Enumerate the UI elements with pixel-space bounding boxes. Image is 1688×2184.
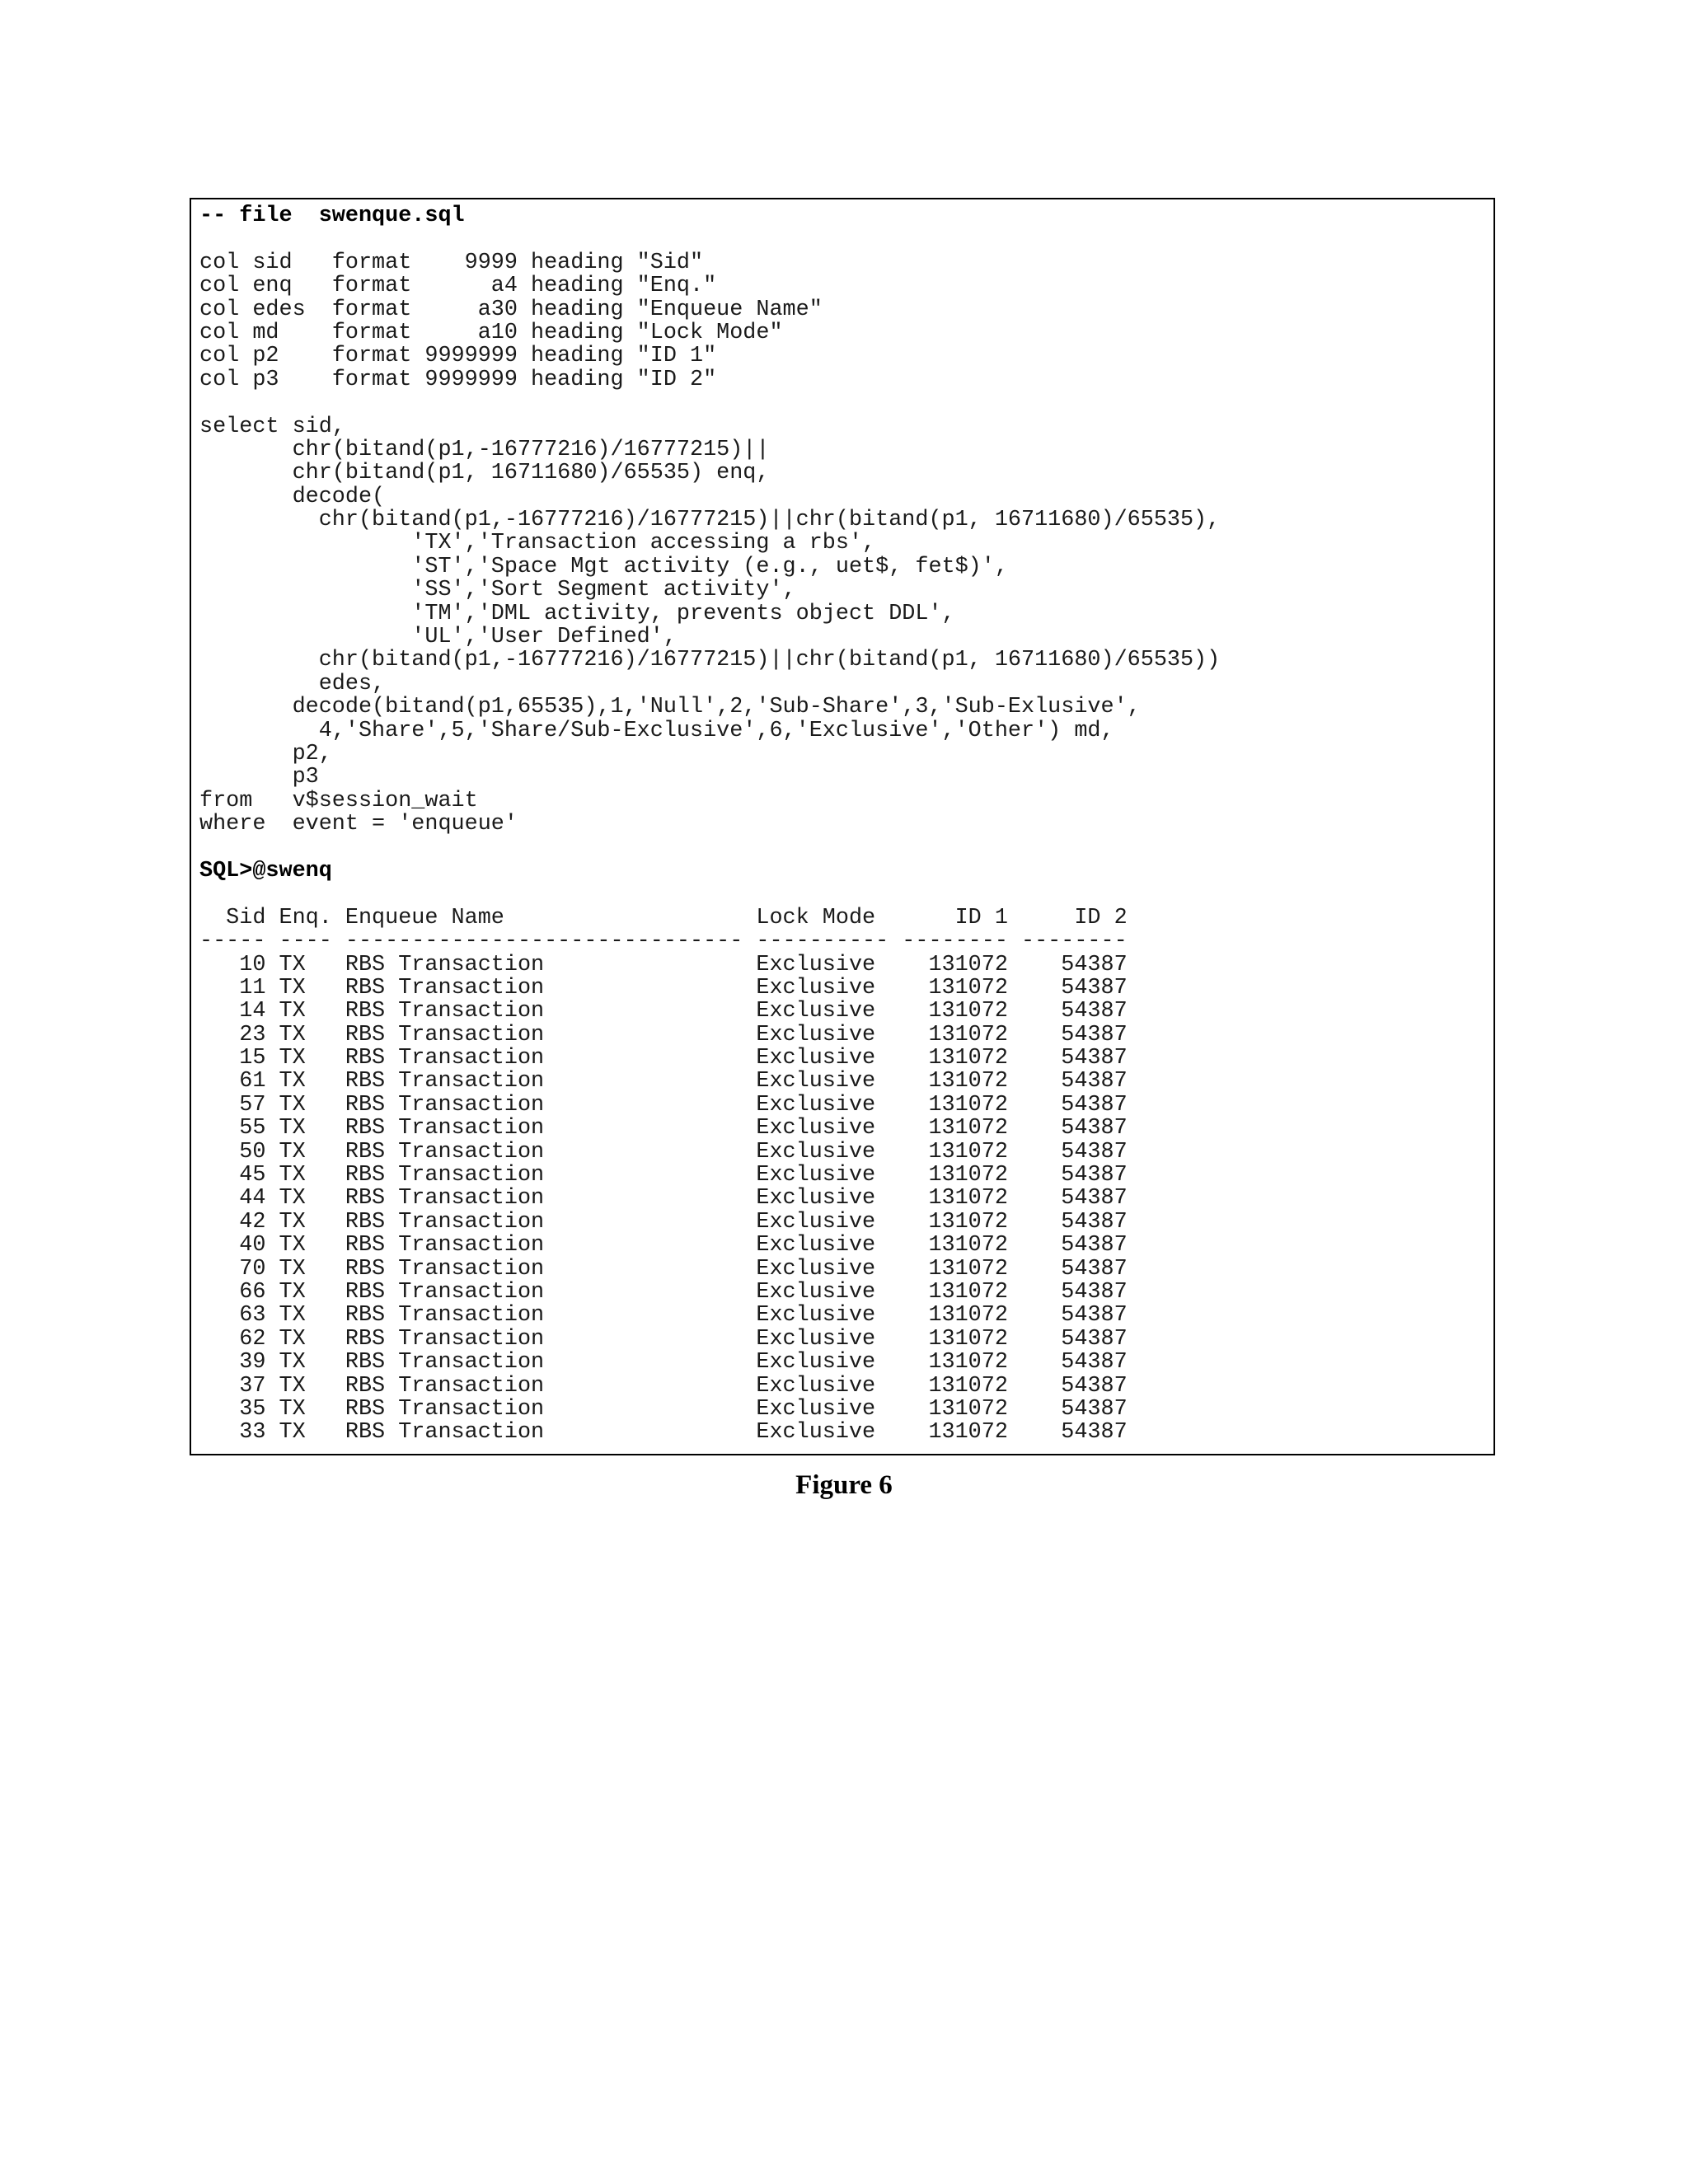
code-line: 11 TX RBS Transaction Exclusive 131072 54387 — [199, 975, 1128, 1001]
code-line: -- file swenque.sql — [199, 204, 465, 228]
code-line — [199, 391, 1493, 415]
code-line: 50 TX RBS Transaction Exclusive 131072 54387 — [199, 1139, 1128, 1165]
code-line: 'TM','DML activity, prevents object DDL', — [199, 601, 955, 626]
code-line: decode(bitand(p1,65535),1,'Null',2,'Sub-Share',3,'Sub-Exlusive', — [199, 695, 1141, 720]
code-line: chr(bitand(p1,-16777216)/16777215)||chr(bitand(p1, 16711680)/65535), — [199, 508, 1221, 533]
code-line: 62 TX RBS Transaction Exclusive 131072 54387 — [199, 1326, 1128, 1352]
code-line: col edes format a30 heading "Enqueue Name" — [199, 297, 823, 322]
code-line: 'SS','Sort Segment activity', — [199, 578, 796, 603]
figure-caption: Figure 6 — [795, 1470, 893, 1500]
code-line: 40 TX RBS Transaction Exclusive 131072 54387 — [199, 1233, 1128, 1258]
code-line: 61 TX RBS Transaction Exclusive 131072 54387 — [199, 1069, 1128, 1094]
code-line: p3 — [199, 765, 319, 790]
code-line: 39 TX RBS Transaction Exclusive 131072 54387 — [199, 1350, 1128, 1376]
code-line: 63 TX RBS Transaction Exclusive 131072 54387 — [199, 1303, 1128, 1329]
code-line: select sid, — [199, 414, 345, 439]
code-line: 55 TX RBS Transaction Exclusive 131072 54387 — [199, 1116, 1128, 1141]
code-line: 70 TX RBS Transaction Exclusive 131072 54387 — [199, 1256, 1128, 1282]
code-line: Sid Enq. Enqueue Name Lock Mode ID 1 ID 2 — [199, 905, 1128, 930]
code-line — [199, 883, 1493, 906]
code-line: chr(bitand(p1,-16777216)/16777215)|| — [199, 437, 770, 462]
code-line: col md format a10 heading "Lock Mode" — [199, 320, 783, 345]
code-line: 66 TX RBS Transaction Exclusive 131072 54387 — [199, 1279, 1128, 1305]
code-line: 'ST','Space Mgt activity (e.g., uet$, fet$)', — [199, 554, 1008, 579]
code-line — [199, 227, 1493, 251]
code-line: 15 TX RBS Transaction Exclusive 131072 54387 — [199, 1046, 1128, 1071]
code-line: 42 TX RBS Transaction Exclusive 131072 54387 — [199, 1209, 1128, 1235]
code-line: 35 TX RBS Transaction Exclusive 131072 54387 — [199, 1396, 1128, 1422]
code-line: 44 TX RBS Transaction Exclusive 131072 54387 — [199, 1186, 1128, 1212]
code-line: decode( — [199, 484, 386, 509]
code-line: edes, — [199, 671, 386, 696]
code-line: col p2 format 9999999 heading "ID 1" — [199, 344, 717, 369]
code-line: chr(bitand(p1,-16777216)/16777215)||chr(bitand(p1, 16711680)/65535)) — [199, 648, 1221, 673]
code-line: chr(bitand(p1, 16711680)/65535) enq, — [199, 461, 770, 486]
code-listing — [199, 204, 1493, 1445]
code-line — [199, 837, 1493, 860]
code-line: 10 TX RBS Transaction Exclusive 131072 54387 — [199, 952, 1128, 977]
code-line: col sid format 9999 heading "Sid" — [199, 250, 704, 275]
code-line: ----- ---- ------------------------------ ---------- -------- -------- — [199, 929, 1128, 954]
code-line: SQL>@swenq — [199, 858, 332, 883]
code-line: 'UL','User Defined', — [199, 625, 677, 650]
code-line: col enq format a4 heading "Enq." — [199, 274, 717, 299]
code-line: 45 TX RBS Transaction Exclusive 131072 54387 — [199, 1163, 1128, 1188]
code-line: from v$session_wait — [199, 788, 478, 813]
code-line: 33 TX RBS Transaction Exclusive 131072 54387 — [199, 1420, 1128, 1446]
code-line: 14 TX RBS Transaction Exclusive 131072 54387 — [199, 999, 1128, 1024]
code-line: p2, — [199, 741, 332, 766]
code-line: where event = 'enqueue' — [199, 812, 518, 837]
code-line: 4,'Share',5,'Share/Sub-Exclusive',6,'Exclusive','Other') md, — [199, 718, 1114, 743]
code-line: 37 TX RBS Transaction Exclusive 131072 54387 — [199, 1373, 1128, 1399]
code-listing-box — [190, 198, 1495, 1455]
code-line: 57 TX RBS Transaction Exclusive 131072 54387 — [199, 1092, 1128, 1118]
code-line: col p3 format 9999999 heading "ID 2" — [199, 367, 717, 392]
code-line: 23 TX RBS Transaction Exclusive 131072 54387 — [199, 1022, 1128, 1047]
code-line: 'TX','Transaction accessing a rbs', — [199, 531, 876, 556]
